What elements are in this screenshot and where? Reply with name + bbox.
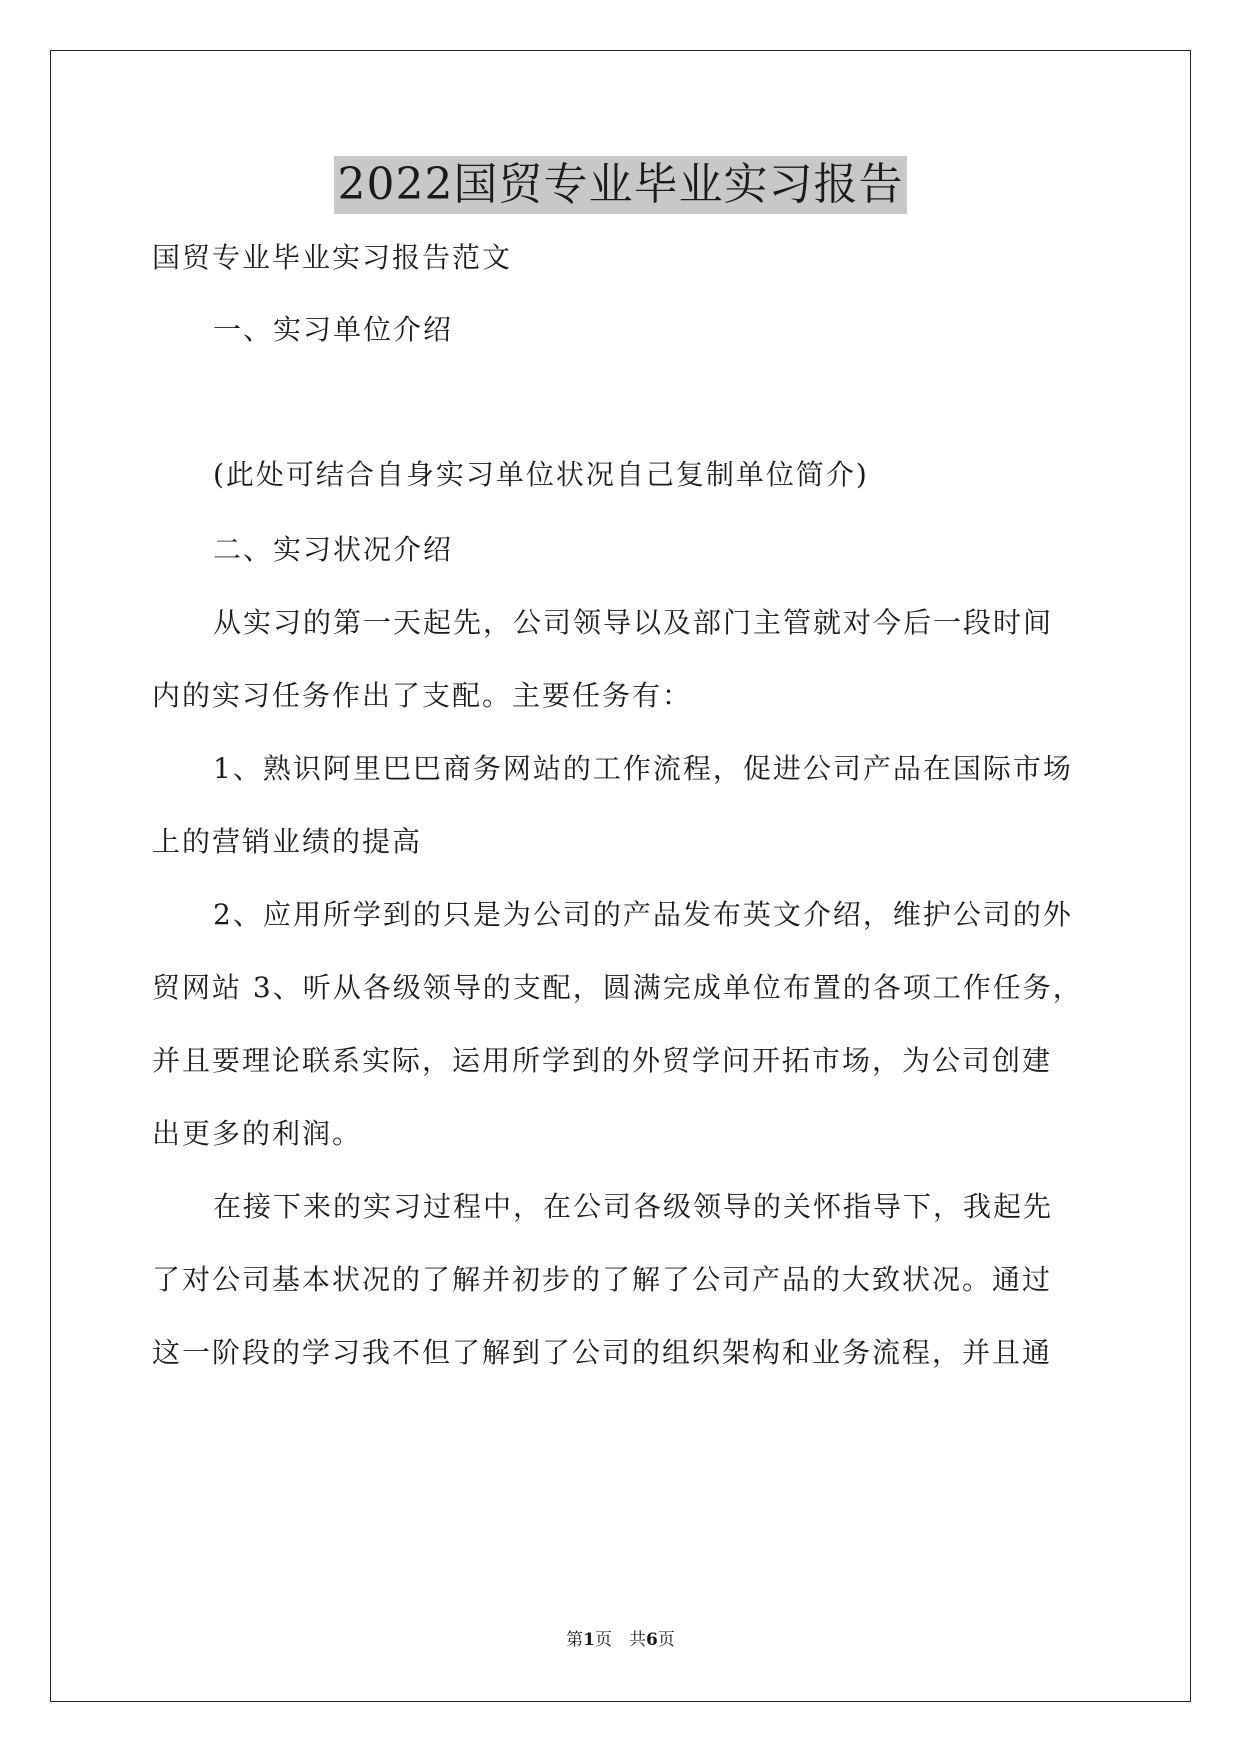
- paragraph-line: 内的实习任务作出了支配。主要任务有：: [152, 679, 693, 712]
- paragraph-line: 贸网站 3、听从各级领导的支配，圆满完成单位布置的各项工作任务，: [152, 971, 1083, 1004]
- subtitle-line: 国贸专业毕业实习报告范文: [152, 241, 513, 274]
- paragraph-line: 从实习的第一天起先，公司领导以及部门主管就对今后一段时间: [213, 606, 1054, 639]
- section-heading-2: 二、实习状况介绍: [213, 533, 454, 566]
- paragraph-line: 上的营销业绩的提高: [152, 825, 423, 858]
- paragraph-line: 在接下来的实习过程中，在公司各级领导的关怀指导下，我起先: [213, 1190, 1054, 1223]
- footer-suffix: 页: [657, 1630, 675, 1650]
- paragraph-line: 并且要理论联系实际，运用所学到的外贸学问开拓市场，为公司创建: [152, 1044, 1053, 1077]
- title-container: [0, 156, 1241, 214]
- footer-prefix: 第: [566, 1630, 584, 1650]
- footer-mid: 页 共: [595, 1630, 646, 1650]
- document-title: 2022国贸专业毕业实习报告: [334, 156, 908, 214]
- paragraph-line: 2、应用所学到的只是为公司的产品发布英文介绍，维护公司的外: [213, 898, 1073, 931]
- paragraph-line: 1、熟识阿里巴巴商务网站的工作流程，促进公司产品在国际市场: [213, 752, 1073, 785]
- paragraph-line: (此处可结合自身实习单位状况自己复制单位简介): [213, 458, 869, 491]
- section-heading-1: 一、实习单位介绍: [213, 313, 454, 346]
- paragraph-line: 出更多的利润。: [152, 1117, 363, 1150]
- page-border: [50, 50, 1191, 1702]
- paragraph-line: 了对公司基本状况的了解并初步的了解了公司产品的大致状况。通过: [152, 1263, 1053, 1296]
- paragraph-line: 这一阶段的学习我不但了解到了公司的组织架构和业务流程，并且通: [152, 1336, 1053, 1369]
- current-page-number: 1: [583, 1630, 595, 1650]
- total-page-number: 6: [646, 1630, 658, 1650]
- page-footer: [0, 1628, 1241, 1652]
